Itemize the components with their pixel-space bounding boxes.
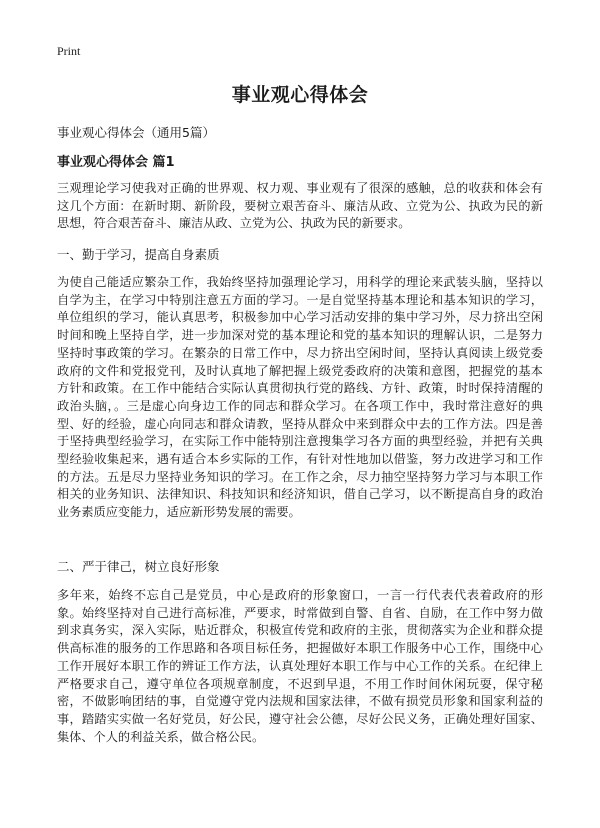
point-1-paragraph: 为使自己能适应繁杂工作，我始终坚持加强理论学习，用科学的理论来武装头脑，坚持以自学为主，在学习中特别注意五方面的学习。一是自觉坚持基本理论和基本知识的学习，单位组织的学习，能认真思考，积极参加中心学习活动安排的集中学习外，尽力挤出空闲时间和晚上坚持自学，进一步加深对党的基本理论和党的基本知识的理解认识，二是努力坚持时事政策的学习。在繁杂的日常工作中，尽力挤出空闲时间，坚持认真阅读上级党委政府的文件和党报党刊，及时认真地了解把握上级党委政府的决策和意图，把握党的基本方针和政策。在工作中能结合实际认真贯彻执行党的路线、方针、政策，时时保持清醒的政治头脑，。三是虚心向身边工作的同志和群众学习。在各项工作中，我时常注意好的典型、好的经验，虚心向同志和群众请教，坚持从群众中来到群众中去的工作方法。四是善于坚持典型经验学习，在实际工作中能特别注意搜集学习各方面的典型经验，并把有关典型经验收集起来，遇有适合本乡实际的工作，有针对性地加以借鉴，努力改进学习和工作的方法。五是尽力坚持业务知识的学习。在工作之余，尽力抽空坚持努力学习与本职工作相关的业务知识、法律知识、科技知识和经济知识，借自己学习，以不断提高自身的政治业务素质应变能力，适应新形势发展的需要。 [57,275,543,520]
print-link[interactable]: Print [57,44,81,58]
intro-paragraph: 三观理论学习使我对正确的世界观、权力观、事业观有了很深的感触，总的收获和体会有这几个方面：在新时期、新阶段，要树立艰苦奋斗、廉洁从政、立党为公、执政为民的新思想，符合艰苦奋斗、廉洁从政、立党为公、执政为民的新要求。 [57,181,543,231]
point-2-heading: 二、严于律己，树立良好形象 [57,559,220,574]
section-heading: 事业观心得体会 篇1 [57,155,175,170]
point-2-paragraph: 多年来，始终不忘自己是党员，中心是政府的形象窗口，一言一行代表代表着政府的形象。始终坚持对自己进行高标准，严要求，时常做到自警、自省、自励，在工作中努力做到求真务实，深入实际，贴近群众，积极宣传党和政府的主张，贯彻落实为企业和群众提供高标准的服务的工作思路和各项目标任务，把握做好本职工作服务中心工作，围绕中心工作开展好本职工作的辨证工作方法，认真处理好本职工作与中心工作的关系。在纪律上严格要求自己，遵守单位各项规章制度，不迟到早退，不用工作时间休闲玩耍，保守秘密，不做影响团结的事，自觉遵守党内法规和国家法律，不做有损党员形象和国家利益的事，踏踏实实做一名好党员，好公民，遵守社会公德，尽好公民义务，正确处理好国家、集体、个人的利益关系，做合格公民。 [57,588,543,744]
document-title: 事业观心得体会 [231,84,369,106]
document-subtitle: 事业观心得体会（通用5篇） [57,125,215,140]
point-1-heading: 一、勤于学习，提高自身素质 [57,247,220,262]
